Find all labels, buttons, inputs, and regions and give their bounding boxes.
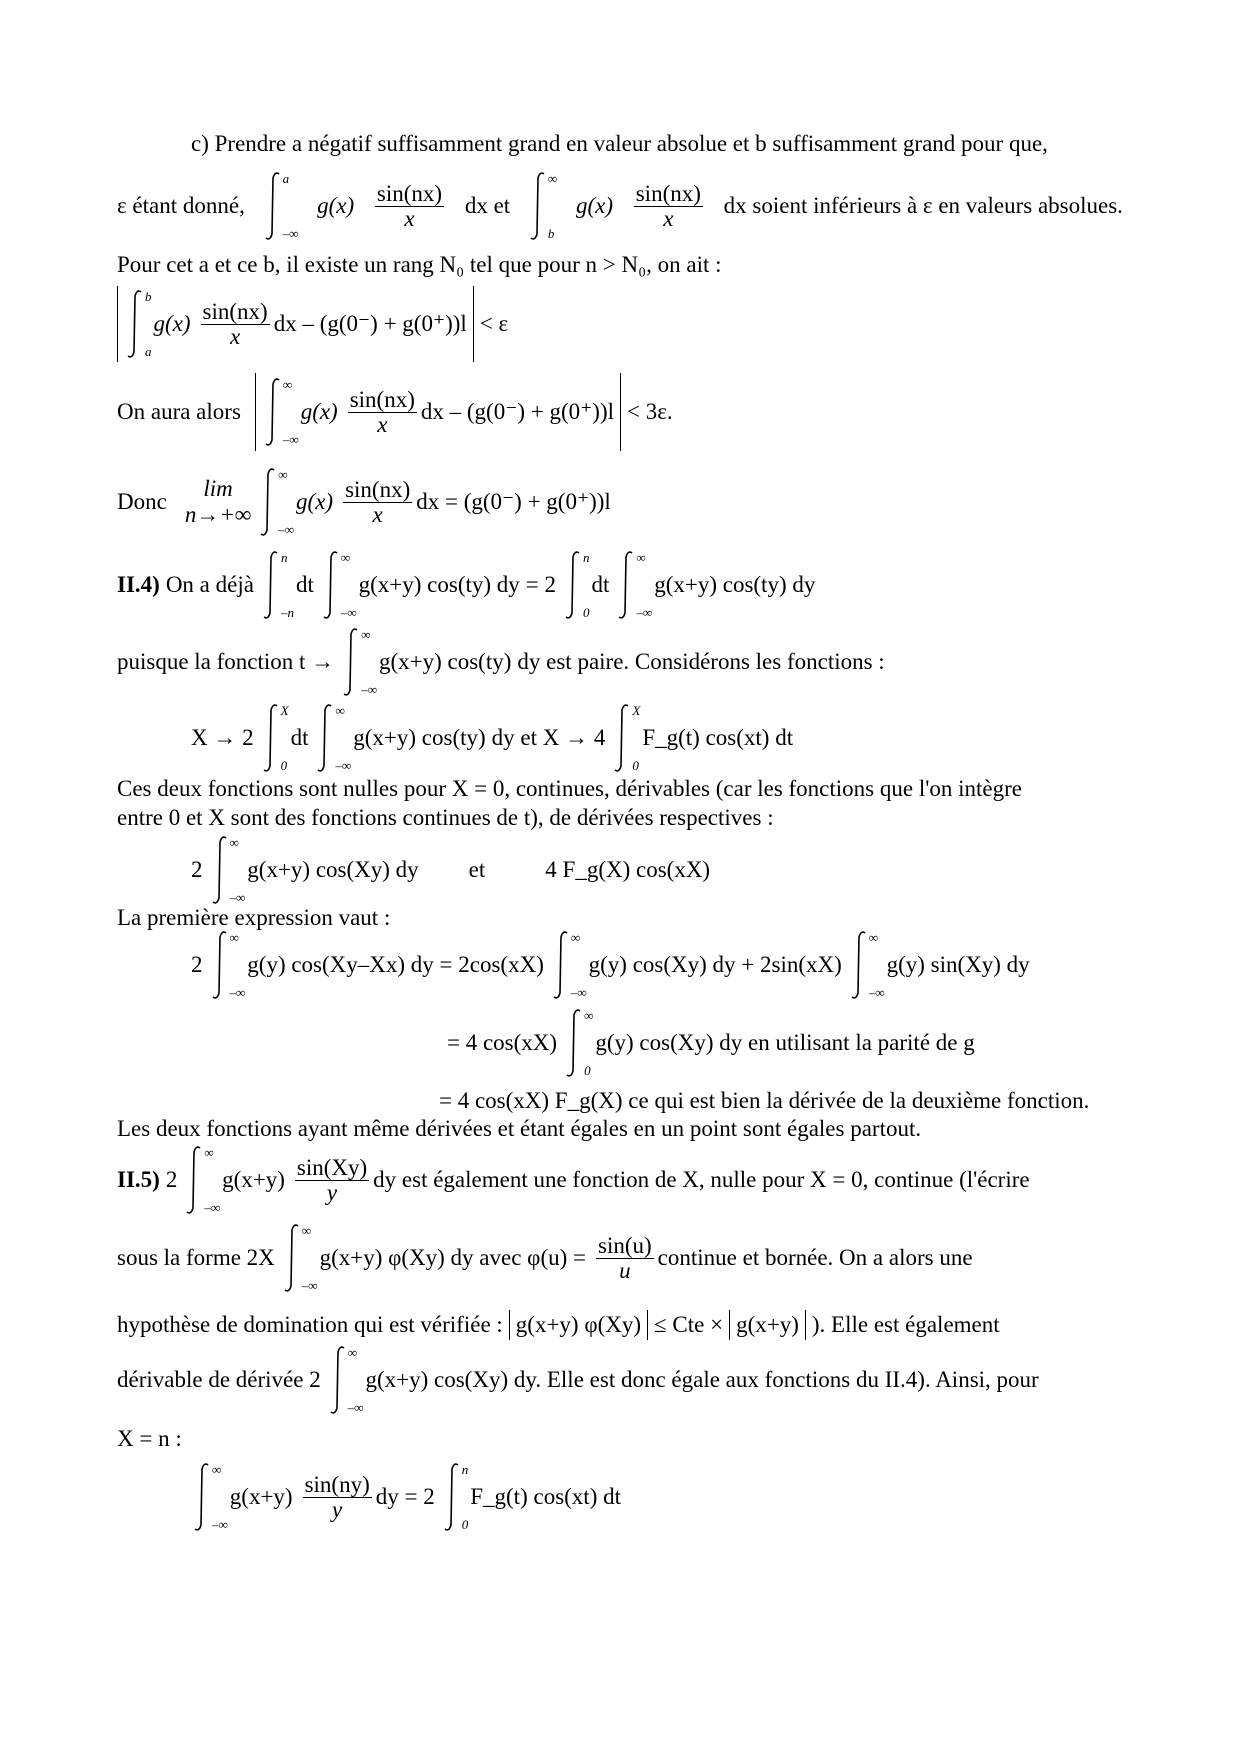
text: dx soient inférieurs à ε en valeurs absolues. (723, 193, 1123, 218)
integral-sign: ∞ –∞ (617, 549, 652, 621)
II4-line2 (117, 622, 1123, 702)
part-c-text: c) Prendre a négatif suffisamment grand en valeur absolue et b suffisamment grand pour que, (191, 131, 1048, 156)
abs-bar (509, 1310, 510, 1340)
abs-bar (729, 1310, 730, 1340)
text: 2 (191, 857, 203, 882)
text: hypothèse de domination qui est vérifiée : (117, 1312, 503, 1337)
integral-sign: ∞ –∞ (185, 1144, 220, 1216)
integral-sign: ∞ b (529, 170, 557, 242)
fraction: $\frac{\sin(nx)}{x}$ (349, 386, 415, 437)
text: g(y) cos(Xy) dy + 2sin(xX) (588, 952, 842, 977)
integral-sign: X 0 (262, 702, 289, 774)
II4-calc1 (117, 925, 1123, 1005)
II5-final (117, 1455, 1123, 1539)
integral-sign: ∞ –∞ (283, 1222, 318, 1294)
function-g: g(x) (575, 193, 613, 218)
text: On aura alors (117, 399, 241, 424)
text: < ε (479, 311, 509, 336)
text: La première expression vaut : (117, 905, 391, 930)
text: 2 (165, 1167, 178, 1192)
text: g(x+y) cos(ty) dy (358, 572, 520, 597)
fraction: $\frac{\sin(u)}{u}$ (598, 1232, 652, 1283)
text: dt (295, 572, 314, 597)
text: Pour cet a et ce b, il existe un rang N₀ tel que pour n > N₀, on ait : (117, 252, 722, 277)
text: On a déjà (165, 572, 254, 597)
abs-bar (647, 1310, 648, 1340)
integral-sign: ∞ –∞ (211, 929, 246, 1001)
II5-line3 (117, 1305, 1123, 1345)
integral-sign: n –n (262, 549, 294, 621)
II5-line2 (117, 1218, 1123, 1298)
fraction: $\frac{\sin(nx)}{x}$ (345, 476, 411, 527)
integral-sign: a –∞ (264, 170, 299, 242)
text: dx – (g(0⁻) + g(0⁺))l (420, 399, 614, 424)
integral-sign: ∞ –∞ (211, 834, 246, 906)
text: g(x+y) (229, 1484, 293, 1509)
text: dx et (464, 193, 511, 218)
text: g(x+y) cos(Xy) dy. Elle est donc égale aux fonctions du II.4). Ainsi, pour (365, 1367, 1039, 1392)
fraction: $\frac{\sin(ny)}{y}$ (304, 1471, 370, 1522)
part-c-line2 (117, 166, 1123, 246)
text: < 3ε. (627, 399, 673, 424)
text: F_g(t) cos(xt) dt (470, 1484, 621, 1509)
integral-sign: ∞ 0 (565, 1007, 593, 1079)
part-c-line1 (117, 124, 1123, 164)
II4-calc2 (117, 1003, 1123, 1083)
text-epsilon-given: ε étant donné, (117, 193, 245, 218)
II5-line1 (117, 1140, 1123, 1220)
function-g: g(x) (153, 311, 191, 336)
section-label: II.4) (117, 572, 160, 597)
text: et (468, 857, 486, 882)
text: g(x+y) cos(ty) (353, 725, 486, 750)
function-g: g(x) (317, 193, 355, 218)
limit-line (117, 460, 1123, 544)
text: g(x+y) (736, 1312, 799, 1337)
text: ≤ Cte × (654, 1312, 724, 1337)
text: dérivable de dérivée 2 (117, 1367, 321, 1392)
integral-sign: ∞ –∞ (552, 929, 587, 1001)
section-label: II.5) (117, 1167, 160, 1192)
text: Les deux fonctions ayant même dérivées et étant égales en un point sont égales partout. (117, 1116, 922, 1141)
abs-bar (805, 1310, 806, 1340)
text: sous la forme 2X (117, 1245, 275, 1270)
integral-sign: ∞ –∞ (329, 1344, 364, 1416)
text: entre 0 et X sont des fonctions continues de t), de dérivées respectives : (117, 805, 774, 830)
II4-derivatives (117, 830, 1123, 910)
text: g(y) cos(Xy–Xx) dy = 2cos(xX) (247, 952, 544, 977)
integral-sign: ∞ –∞ (322, 549, 357, 621)
text: g(x+y) cos(ty) dy (654, 572, 816, 597)
text: puisque la fonction t → (117, 649, 335, 674)
text: dy est également une fonction de X, nulle pour X = 0, continue (l'écrire (373, 1167, 1030, 1192)
integral-sign: n 0 (443, 1461, 469, 1533)
inequality-2 (117, 370, 1123, 454)
integral-sign: b a (126, 288, 152, 360)
function-g: g(x) (300, 399, 338, 424)
integral-sign: ∞ –∞ (316, 702, 351, 774)
fraction: $\frac{\sin(Xy)}{y}$ (296, 1154, 368, 1205)
limit: lim n→+∞ (184, 476, 252, 527)
text: 2 (191, 952, 203, 977)
text: dt (591, 572, 610, 597)
abs-bar (473, 286, 474, 362)
text: g(x+y) φ(Xy) dy avec φ(u) = (319, 1245, 586, 1270)
text: 4 F_g(X) cos(xX) (545, 857, 711, 882)
text: X = n : (117, 1426, 182, 1451)
text: dy = 2 (375, 1484, 435, 1509)
abs-bar (620, 373, 621, 451)
text: g(x+y) (222, 1167, 285, 1192)
integral-sign: ∞ –∞ (264, 376, 299, 448)
text: X → 2 (191, 725, 254, 750)
fraction: $\frac{\sin(nx)}{x}$ (202, 298, 268, 349)
integral-sign: ∞ –∞ (850, 929, 885, 1001)
text: = 2 (525, 572, 557, 597)
integral-sign: n 0 (564, 549, 590, 621)
text: Ces deux fonctions sont nulles pour X = 0, continues, dérivables (car les fonctions que l'on intègre (117, 776, 1022, 801)
fraction: $\frac{\sin(nx)}{x}$ (635, 180, 701, 231)
text: dt (290, 725, 309, 750)
text: dx – (g(0⁻) + g(0⁺))l (273, 311, 467, 336)
text: ). Elle est également (811, 1312, 1000, 1337)
text: dy est paire. Considérons les fonctions : (517, 649, 885, 674)
text: g(y) sin(Xy) dy (886, 952, 1030, 977)
text: dx = (g(0⁻) + g(0⁺))l (416, 489, 611, 514)
text: = 4 cos(xX) (447, 1030, 558, 1055)
function-g: g(x) (296, 489, 334, 514)
II4-line1 (117, 545, 1123, 625)
integral-sign: ∞ –∞ (193, 1461, 228, 1533)
integral-sign: X 0 (613, 702, 640, 774)
text: g(x+y) cos(ty) (378, 649, 512, 674)
integral-sign: ∞ –∞ (342, 626, 377, 698)
abs-bar (117, 286, 118, 362)
II4-functions (117, 698, 1123, 778)
text: g(y) cos(Xy) dy en utilisant la parité de g (595, 1030, 975, 1055)
text: F_g(t) cos(xt) dt (642, 725, 794, 750)
abs-bar (255, 373, 256, 451)
text: g(x+y) cos(Xy) dy (247, 857, 419, 882)
text: Donc (117, 489, 167, 514)
fraction: $\frac{\sin(nx)}{x}$ (376, 180, 443, 231)
inequality-1 (117, 284, 1123, 364)
II5-line4 (117, 1340, 1123, 1420)
text: = 4 cos(xX) F_g(X) ce qui est bien la dérivée de la deuxième fonction. (439, 1088, 1090, 1113)
text: g(x+y) φ(Xy) (515, 1312, 642, 1337)
text: dy et X → 4 (491, 725, 606, 750)
integral-sign: ∞ –∞ (259, 466, 294, 538)
text: continue et bornée. On a alors une (657, 1245, 973, 1270)
